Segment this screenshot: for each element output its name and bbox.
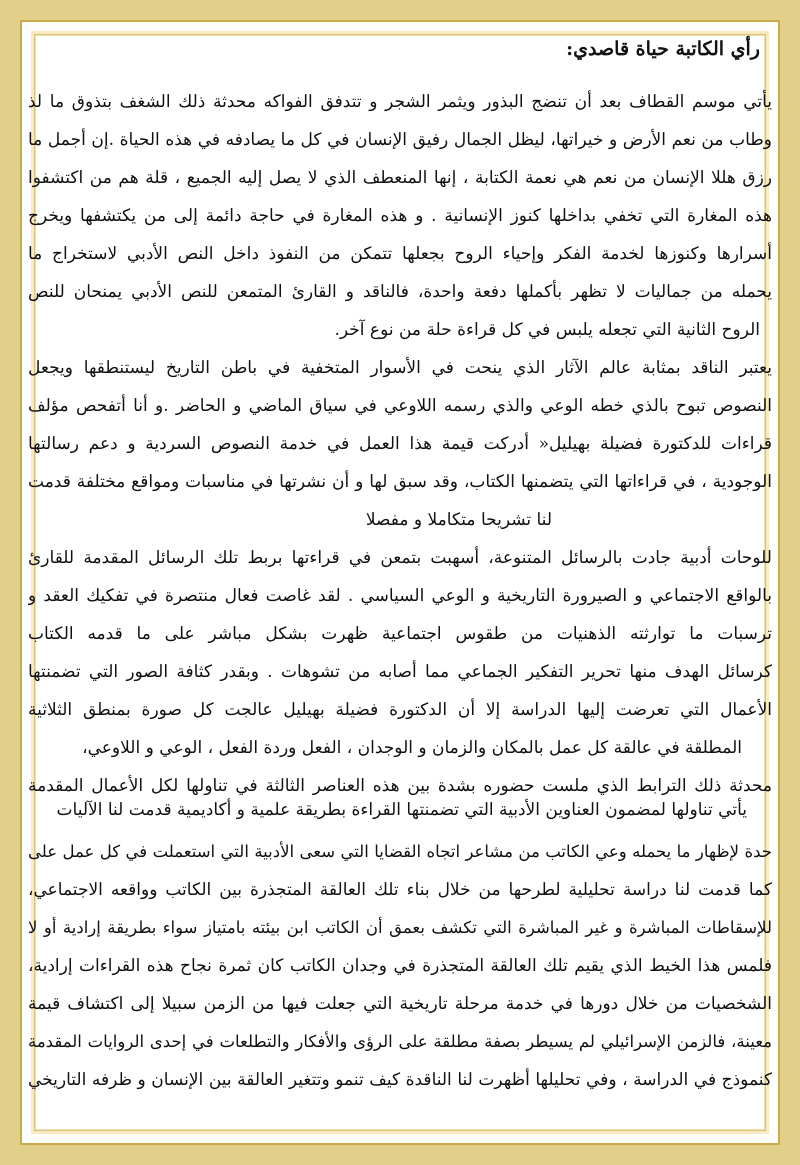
text-line-16: كرسائل الهدف منها تحرير التفكير الجماعي مما أصابه من تشوهات . وبقدر كثافة الصور التي تضمنتها [28, 662, 772, 682]
text-line-21: حدة لإظهار ما يحمله وعي الكاتب من مشاعر اتجاه القضايا التي سعى الأدبية التي استعملت في كل عمل على [28, 842, 772, 861]
text-line-17: الأعمال التي تعرضت إليها الدراسة إلا أن الدكتورة فضيلة بهيليل عالجت كل صورة بمنطق الثلاثية [28, 700, 772, 720]
text-line-25: الشخصيات من خلال دورها في خدمة مرحلة تاريخية التي جعلت فيها من الزمن سبيلا إلى اكتشاف قيمة [28, 994, 772, 1014]
text-line-13: للوحات أدبية جادت بالرسائل المتنوعة، أسهبت بتمعن في قراءتها بربط تلك الرسائل المقدمة للقارئ [28, 548, 772, 568]
text-line-10: قراءات للدكتورة فضيلة بهيليل« أدركت قيمة هذا العمل في خدمة النصوص السردية و دعم رسالتها [28, 434, 772, 454]
text-line-27: كنموذج في الدراسة ، وفي تحليلها أظهرت لنا الناقدة كيف تنمو وتتغير العالقة بين الإنسان و ظرفه التاريخي [28, 1070, 772, 1090]
text-line-19: محدثة ذلك الترابط الذي ملست حضوره بشدة بين هذه العناصر الثالثة في تناولها لكل الأعمال المقدمة [28, 776, 772, 796]
text-line-2: وطاب من نعم الأرض و خيراتها، ليظل الجمال رفيق الإنسان في كل ما يصادفه في هذه الحياة .إن أجمل ما [28, 130, 772, 150]
text-line-12: لنا تشريحا متكاملا و مفصلا [365, 510, 552, 530]
text-line-22: كما قدمت لنا دراسة تحليلية لطرحها من خلال بناء تلك العالقة المتجذرة بين الكاتب وواقعه الاجتماعي، [28, 880, 772, 900]
text-line-15: ترسبات ما توارثته الذهنيات من طقوس اجتماعية ظهرت بشكل مباشر على ما قدمه الكتاب [28, 624, 772, 644]
text-line-6: يحمله من جماليات لا تظهر بأكملها دفعة واحدة، فالناقد و القارئ المتمعن للنص الأدبي يمنحان للنص [28, 282, 772, 302]
text-line-26: معينة، فالزمن الإسرائيلي لم يسيطر بصفة مطلقة على الرؤى والأفكار والتطلعات في إحدى الروايات المقدمة [28, 1032, 772, 1051]
text-line-24: فلمس هذا الخيط الذي يقيم تلك العالقة المتجذرة في وجدان الكاتب كان ثمرة نجاح هذه القراءات إرادية، [28, 956, 772, 976]
document-title: رأي الكاتبة حياة قاصدي: [566, 38, 760, 60]
document-page [28, 30, 772, 1135]
text-line-1: يأتي موسم القطاف بعد أن تنضج البذور ويثمر الشجر و تتدفق الفواكه محدثة ذلك الشغف بتذوق ما لذ [28, 92, 772, 112]
text-line-20: يأتي تناولها لمضمون العناوين الأدبية التي تضمنتها القراءة بطريقة علمية و أكاديمية قدمت لنا الآليات [56, 800, 747, 820]
text-line-14: بالواقع الاجتماعي و الصيرورة التاريخية و الوعي السياسي . لقد غاصت فعال منتصرة في تفكيك العقد و [28, 586, 772, 606]
text-line-3: رزق هللا الإنسان من نعم هي نعمة الكتابة ، إنها المنعطف الذي لا يصل إليه الجميع ، قلة هم من اكتشفوا [28, 168, 772, 188]
text-line-8: يعتبر الناقد بمثابة عالم الآثار الذي ينحت في الأسوار المتخفية في باطن التاريخ ليستنطقها ويجعل [28, 358, 772, 378]
text-line-23: للإسقاطات المباشرة و غير المباشرة التي تكشف بعمق أن الكاتب ابن بيئته بامتياز سواء بطريقة إرادية أو لا [28, 918, 772, 937]
text-line-9: النصوص تبوح بالذي خطه الوعي والذي رسمه اللاوعي في سياق الماضي و الحاضر .و أنا أتفحص مؤلف [28, 396, 772, 416]
text-line-11: الوجودية ، في قراءاتها التي يتضمنها الكتاب، وقد سبق لها و أن نشرتها في مناسبات ومواقع مختلفة قدمت [28, 472, 772, 492]
text-line-7: الروح الثانية التي تجعله يلبس في كل قراءة حلة من نوع آخر. [334, 320, 760, 340]
text-line-18: المطلقة في عالقة كل عمل بالمكان والزمان و الوجدان ، الفعل وردة الفعل ، الوعي و اللاوعي، [82, 738, 742, 758]
text-line-5: أسرارها وكنوزها لخدمة الفكر وإحياء الروح بجعلها تتمكن من النفوذ داخل النص الأدبي لاستخراج ما [28, 244, 772, 264]
text-line-4: هذه المغارة التي تخفي بداخلها كنوز الإنسانية . و هذه المغارة في حاجة دائمة إلى من يكتشفها ويخرج [28, 206, 772, 226]
